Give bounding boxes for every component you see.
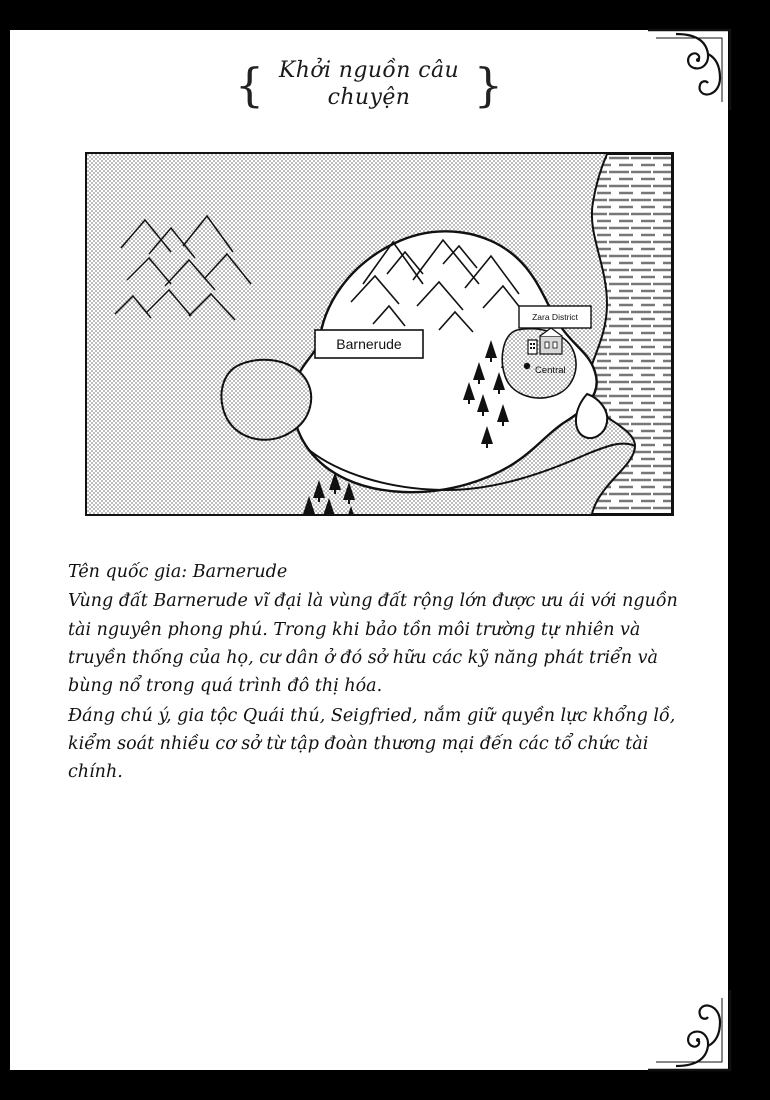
map-city-label-text: Central <box>535 365 566 376</box>
lake-region <box>221 360 311 440</box>
map-district-label <box>519 306 591 328</box>
map-illustration <box>85 152 674 516</box>
map-country-label <box>315 330 423 358</box>
corner-ornament-bottom-right <box>646 986 736 1076</box>
page-title-line-2: chuyện <box>327 84 411 110</box>
map-district-label-text: Zara District <box>532 312 578 322</box>
page-title-line-1: Khởi nguồn câu <box>278 58 460 83</box>
story-paragraph-2: Đáng chú ý, gia tộc Quái thú, Seigfried, nắm giữ quyền lực khổng lồ, kiểm soát nhiều cơ sở từ tập đoàn thương mại đến các tổ chức tài chính. <box>68 705 676 783</box>
map-city-label <box>535 358 566 377</box>
country-name-line: Tên quốc gia: Barnerude <box>68 562 288 582</box>
map-country-label-text: Barnerude <box>336 336 402 352</box>
manga-page <box>10 30 728 1070</box>
brace-left-icon: { <box>234 57 265 112</box>
story-text-block <box>68 558 678 788</box>
brace-right-icon: } <box>473 57 504 112</box>
story-paragraph-1: Vùng đất Barnerude vĩ đại là vùng đất rộng lớn được ưu ái với nguồn tài nguyên phong phú. Trong khi bảo tồn môi trường tự nhiên và truyền thống của họ, cư dân ở đó sở hữu các kỹ năng phát triển và bùng nổ trong quá trình đô thị hóa. <box>68 591 678 697</box>
page-title-block <box>10 58 728 112</box>
